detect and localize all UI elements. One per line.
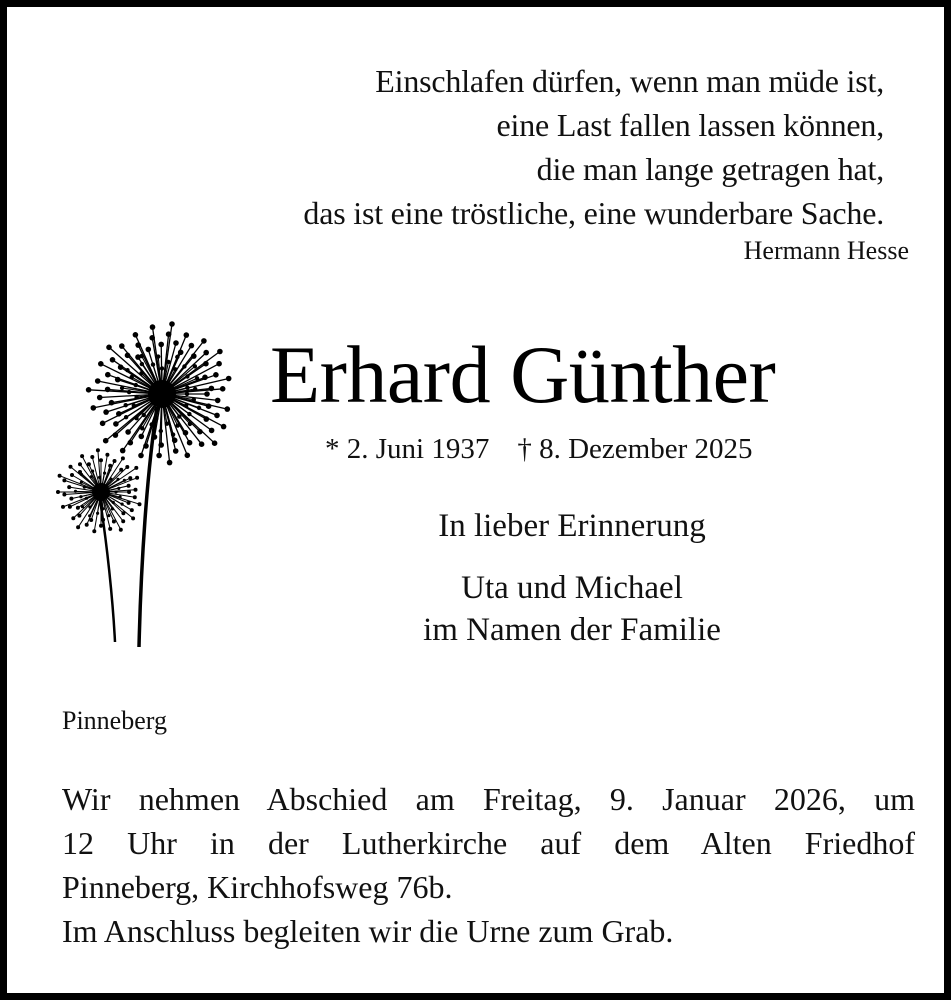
memorial-text: In lieber Erinnerung [438, 508, 706, 544]
signatories-names: Uta und Michael [461, 570, 683, 606]
location: Pinneberg [62, 706, 167, 735]
quote-line: die man lange getragen hat, [536, 151, 884, 187]
quote-line: Einschlafen dürfen, wenn man müde ist, [375, 63, 884, 99]
notice-line: Im Anschluss begleiten wir die Urne zum Grab. [62, 913, 674, 949]
poem-quote [303, 59, 884, 235]
life-dates [325, 429, 753, 469]
signatories [307, 567, 837, 651]
deceased-name: Erhard Günther [270, 329, 776, 420]
signatories-family: im Namen der Familie [423, 612, 721, 648]
dandelion-icon [49, 312, 249, 652]
death-symbol: † [517, 433, 532, 465]
quote-line: das ist eine tröstliche, eine wunderbare Sache. [303, 195, 884, 231]
notice-line: Wir nehmen Abschied am Freitag, 9. Januar 2026, um [62, 781, 915, 817]
notice-line: 12 Uhr in der Lutherkirche auf dem Alten Friedhof [62, 825, 915, 861]
death-date: 8. Dezember 2025 [539, 433, 753, 465]
birth-symbol: * [325, 433, 340, 465]
quote-author: Hermann Hesse [743, 236, 909, 265]
quote-line: eine Last fallen lassen können, [496, 107, 884, 143]
notice-line: Pinneberg, Kirchhofsweg 76b. [62, 869, 453, 905]
funeral-notice [62, 777, 915, 953]
birth-date: 2. Juni 1937 [346, 433, 490, 465]
